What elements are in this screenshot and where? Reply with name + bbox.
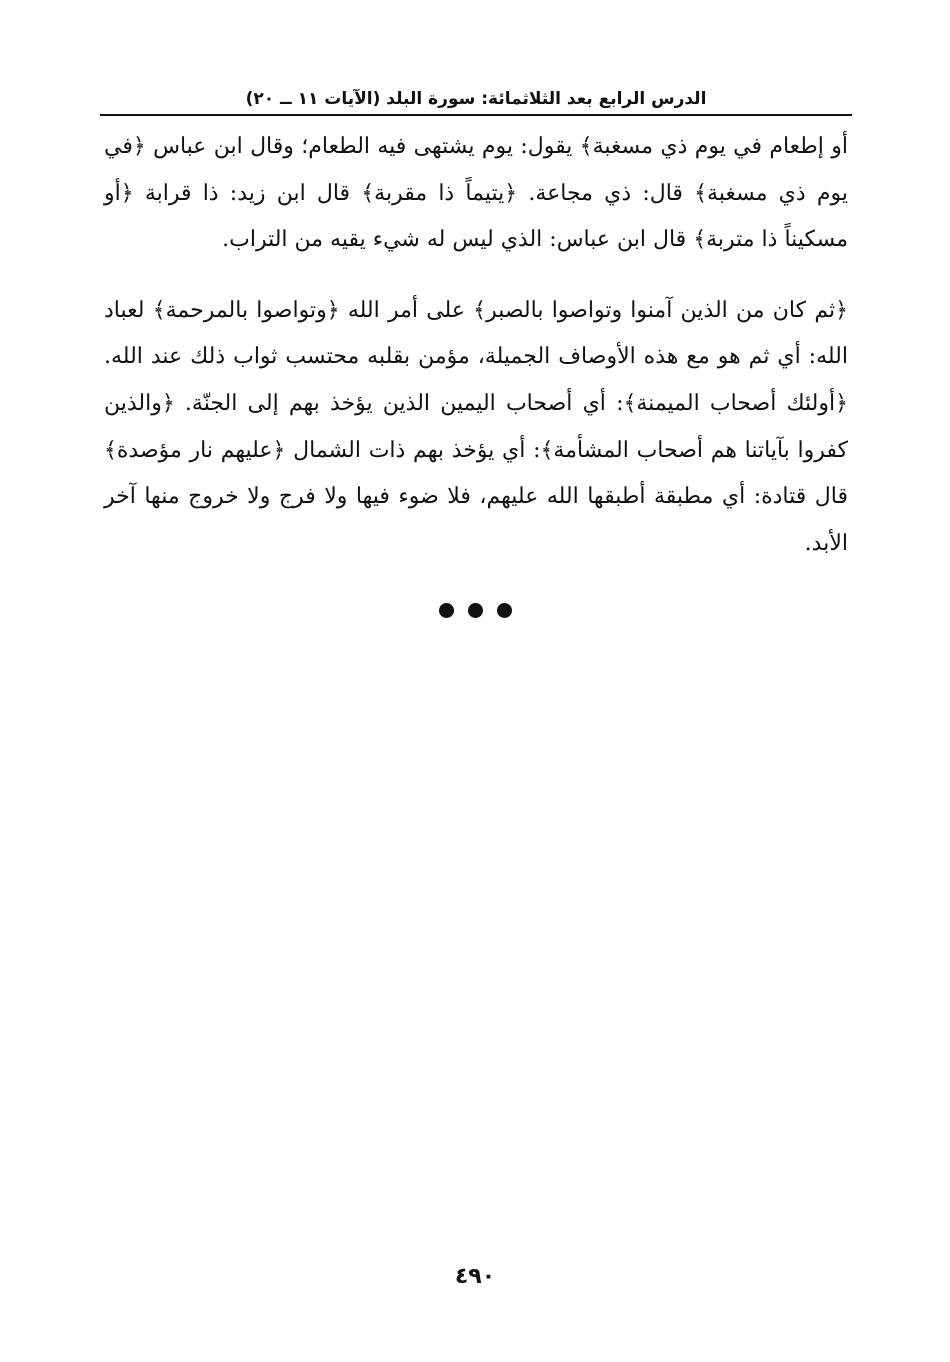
section-separator: [0, 598, 950, 622]
paragraph-2: ﴿ثم كان من الذين آمنوا وتواصوا بالصبر﴾ على أمر الله ﴿وتواصوا بالمرحمة﴾ لعباد الله: أي ثم هو مع هذه الأوصاف الجميلة، مؤمن بقلبه محتسب ثواب ذلك عند الله. ﴿أولئك أصحاب الميمنة﴾: أي أصحاب اليمين الذين يؤخذ بهم إلى الجنّة. ﴿والذين كفروا بآياتنا هم أصحاب المشأمة﴾: أي يؤخذ بهم ذات الشمال ﴿عليهم نار مؤصدة﴾ قال قتادة: أي مطبقة أطبقها الله عليهم، فلا ضوء فيها ولا فرج ولا خروج منها آخر الأبد.: [104, 297, 848, 556]
header-rule: [100, 114, 852, 116]
separator-dot: [439, 603, 454, 618]
page-number: ٤٩٠: [454, 1264, 496, 1289]
running-header: الدرس الرابع بعد الثلاثمائة: سورة البلد (الآيات ١١ ــ ٢٠): [245, 89, 707, 109]
separator-dot: [468, 603, 483, 618]
separator-dot: [497, 603, 512, 618]
paragraph-1: أو إطعام في يوم ذي مسغبة﴾ يقول: يوم يشتهى فيه الطعام؛ وقال ابن عباس ﴿في يوم ذي مسغبة﴾ قال: ذي مجاعة. ﴿يتيماً ذا مقربة﴾ قال ابن زيد: ذا قرابة ﴿أو مسكيناً ذا متربة﴾ قال ابن عباس: الذي ليس له شيء يقيه من التراب.: [104, 134, 848, 253]
body-text: [104, 124, 848, 567]
